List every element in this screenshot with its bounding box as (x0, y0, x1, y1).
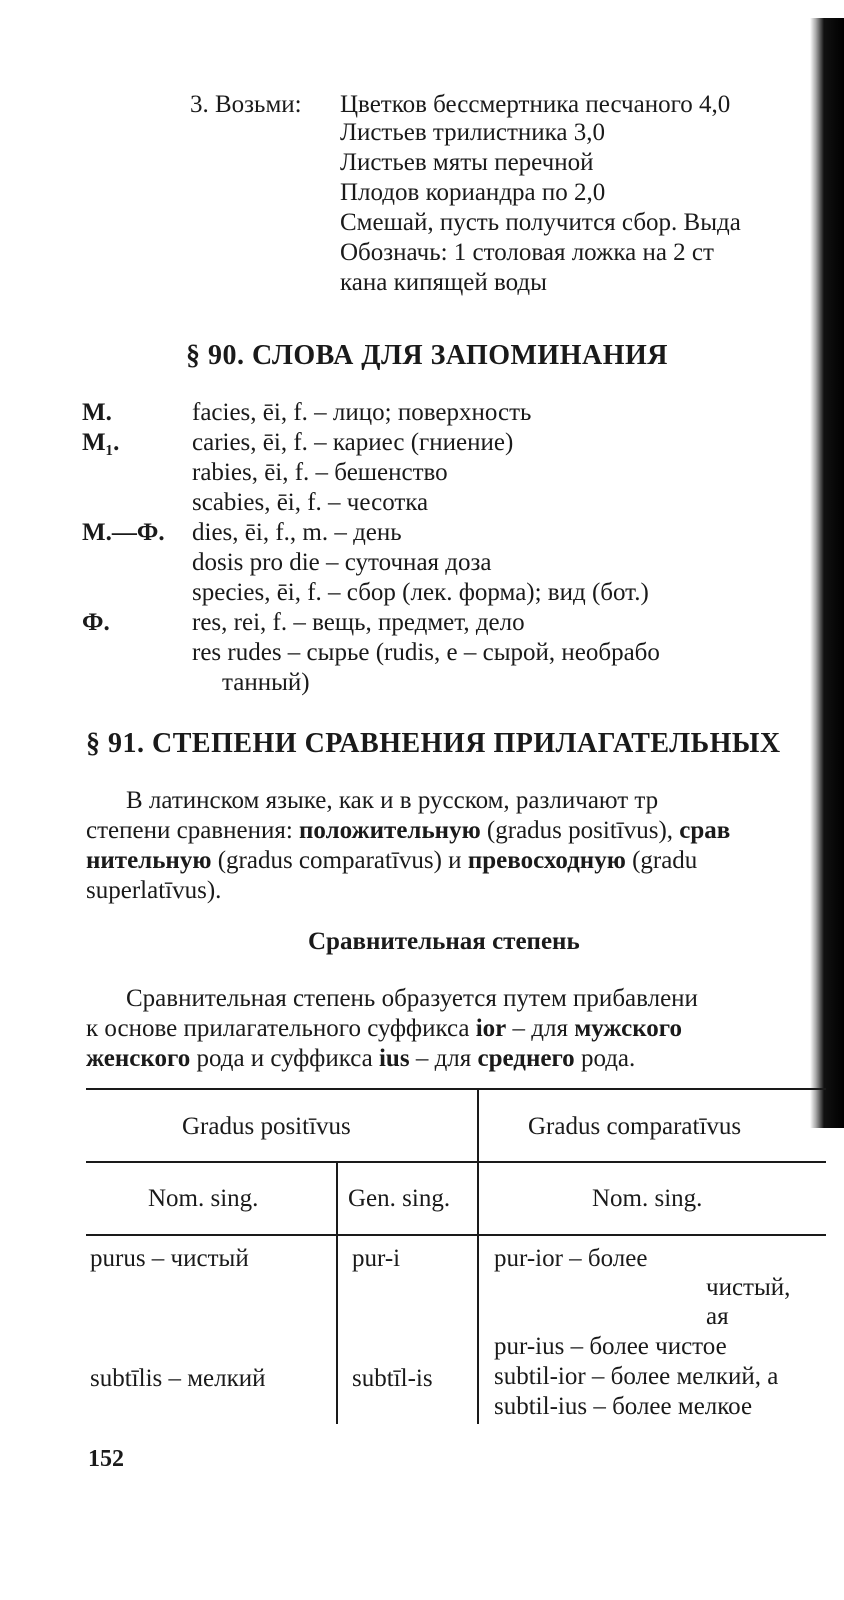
table-rule-top (86, 1088, 826, 1090)
vocab-entry: res rudes – сырье (rudis, e – сырой, необрабо (192, 639, 660, 666)
bold-term: ius (378, 1045, 410, 1072)
text-run: к основе прилагательного суффикса (86, 1015, 476, 1042)
table-subheader: Nom. sing. (592, 1185, 703, 1212)
page-number: 152 (88, 1446, 124, 1472)
vocab-label: М₁. (82, 429, 120, 456)
paragraph-line: Сравнительная степень образуется путем прибавлени (126, 985, 698, 1012)
vocab-label: М.—Ф. (82, 519, 165, 546)
section-90-title: § 90. СЛОВА ДЛЯ ЗАПОМИНАНИЯ (186, 340, 668, 371)
recipe-line: Листьев трилистника 3,0 (340, 119, 606, 146)
vocab-entry: танный) (222, 669, 310, 696)
vocab-entry: rabies, ēi, f. – бешенство (192, 459, 448, 486)
recipe-line: Плодов кориандра по 2,0 (340, 179, 606, 206)
text-run: рода. (574, 1045, 636, 1072)
vocab-entry: species, ēi, f. – сбор (лек. форма); вид (бот.) (192, 579, 649, 606)
recipe-line: Листьев мяты перечной (340, 149, 594, 176)
vocab-label: Ф. (82, 609, 110, 636)
vocab-entry: scabies, ēi, f. – чесотка (192, 489, 429, 516)
text-run: (gradus comparatīvus) и (211, 847, 468, 874)
table-col-divider (336, 1161, 338, 1424)
paragraph-line (86, 1014, 682, 1044)
vocab-entry: dies, ēi, f., m. – день (192, 519, 402, 546)
scan-binding-edge (810, 18, 844, 1128)
table-cell: чистый, (706, 1274, 791, 1301)
table-header-comparativus: Gradus comparatīvus (528, 1113, 742, 1140)
table-cell: pur-i (352, 1245, 401, 1272)
subheading: Сравнительная степень (308, 928, 580, 955)
vocab-entry: facies, ēi, f. – лицо; поверхность (192, 399, 532, 426)
paragraph-line (86, 846, 697, 876)
paragraph-line: superlatīvus). (86, 877, 222, 904)
table-col-divider (477, 1088, 479, 1424)
table-cell: pur-ior – более (494, 1245, 648, 1272)
table-header-positivus: Gradus positīvus (182, 1113, 351, 1140)
recipe-line: Цветков бессмертника песчаного 4,0 (340, 91, 731, 118)
recipe-line: кана кипящей воды (340, 269, 547, 296)
vocab-entry: res, rei, f. – вещь, предмет, дело (192, 609, 525, 636)
recipe-line: Обозначь: 1 столовая ложка на 2 ст (340, 239, 714, 266)
vocab-entry: dosis pro die – суточная доза (192, 549, 492, 576)
bold-term: срав (679, 817, 731, 844)
bold-term: ior (475, 1015, 507, 1042)
text-run: степени сравнения: (86, 817, 300, 844)
table-rule (86, 1234, 826, 1236)
recipe-number-label: 3. Возьми: (190, 91, 302, 118)
table-cell: purus – чистый (90, 1245, 249, 1272)
table-subheader: Gen. sing. (348, 1185, 451, 1212)
bold-term: нительную (86, 847, 212, 874)
table-subheader: Nom. sing. (148, 1185, 259, 1212)
text-run: – для (506, 1015, 575, 1042)
bold-term: превосходную (467, 847, 626, 874)
vocab-label: М. (82, 399, 112, 426)
bold-term: положительную (299, 817, 481, 844)
table-rule (86, 1161, 826, 1163)
section-91-title: § 91. СТЕПЕНИ СРАВНЕНИЯ ПРИЛАГАТЕЛЬНЫХ (86, 728, 781, 759)
text-run: – для (409, 1045, 478, 1072)
bold-term: мужского (574, 1015, 683, 1042)
paragraph-line: В латинском языке, как и в русском, различают тр (126, 787, 659, 814)
recipe-line: Смешай, пусть получится сбор. Выда (340, 209, 741, 236)
text-run: (gradus positīvus), (480, 817, 680, 844)
table-cell: subtīlis – мелкий (90, 1365, 266, 1392)
text-run: (gradu (625, 847, 698, 874)
table-cell: subtil-ior – более мелкий, а (494, 1363, 779, 1390)
vocab-entry: caries, ēi, f. – кариес (гниение) (192, 429, 514, 456)
bold-term: женского (86, 1045, 191, 1072)
text-run: рода и суффикса (190, 1045, 379, 1072)
bold-term: среднего (477, 1045, 575, 1072)
table-cell: subtīl-is (352, 1365, 433, 1392)
paragraph-line (86, 816, 730, 846)
table-cell: ая (706, 1303, 729, 1330)
paragraph-line (86, 1044, 635, 1074)
table-cell: subtil-ius – более мелкое (494, 1393, 753, 1420)
table-cell: pur-ius – более чистое (494, 1333, 727, 1360)
